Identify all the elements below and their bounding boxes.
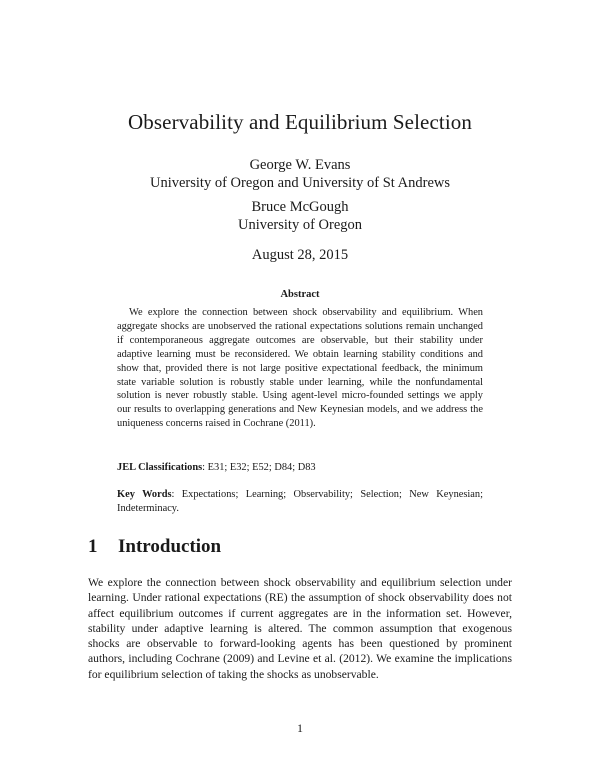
section-title: Introduction <box>118 536 222 557</box>
introduction-paragraph: We explore the connection between shock observability and equilibrium selection under learning. Under rational expectations (RE) the assumption of shock observability does not affect equilibrium outcomes if current aggregates are in the information set. However, stability under adaptive learning is altered. The common assumption that exogenous shocks are observable to forward-looking agents has been questioned by prominent authors, including Cochrane (2009) and Levine et al. (2012). We examine the implications for equilibrium selection of taking the shocks as unobservable. <box>88 576 512 681</box>
jel-classifications <box>117 461 483 475</box>
page-number: 1 <box>297 721 303 735</box>
author-block-2 <box>0 198 600 234</box>
author-affiliation: University of Oregon and University of St Andrews <box>149 175 451 191</box>
key-words <box>117 488 483 516</box>
author-name: Bruce McGough <box>251 199 349 215</box>
section-heading <box>88 536 221 558</box>
author-name: George W. Evans <box>249 157 351 173</box>
author-block-1 <box>0 156 600 192</box>
abstract-heading: Abstract <box>280 289 320 300</box>
jel-label: JEL Classifications <box>117 462 203 473</box>
jel-value: : E31; E32; E52; D84; D83 <box>202 462 316 473</box>
abstract-text: We explore the connection between shock observability and equilibrium. When aggregate shocks are unobserved the rational expectations solutions remain unchanged if contemporaneous aggregate outcomes are observable, but their stability under adaptive learning must be reconsidered. We obtain learning stability conditions and show that, provided there is not large positive expectational feedback, the minimum state variable solution is robustly stable under learning, while the nonfundamental solution is never robustly stable. Using agent-level micro-founded settings we apply our results to overlapping generations and New Keynesian models, and we address the uniqueness concerns raised in Cochrane (2011). <box>117 307 483 430</box>
key-words-value: : Expectations; Learning; Observability; Selection; New Keynesian; Indeterminacy. <box>117 489 483 514</box>
paper-title: Observability and Equilibrium Selection <box>128 110 472 134</box>
paper-date: August 28, 2015 <box>251 247 349 263</box>
key-words-label: Key Words <box>117 489 172 500</box>
author-affiliation: University of Oregon <box>237 217 363 233</box>
section-number: 1 <box>88 536 98 557</box>
